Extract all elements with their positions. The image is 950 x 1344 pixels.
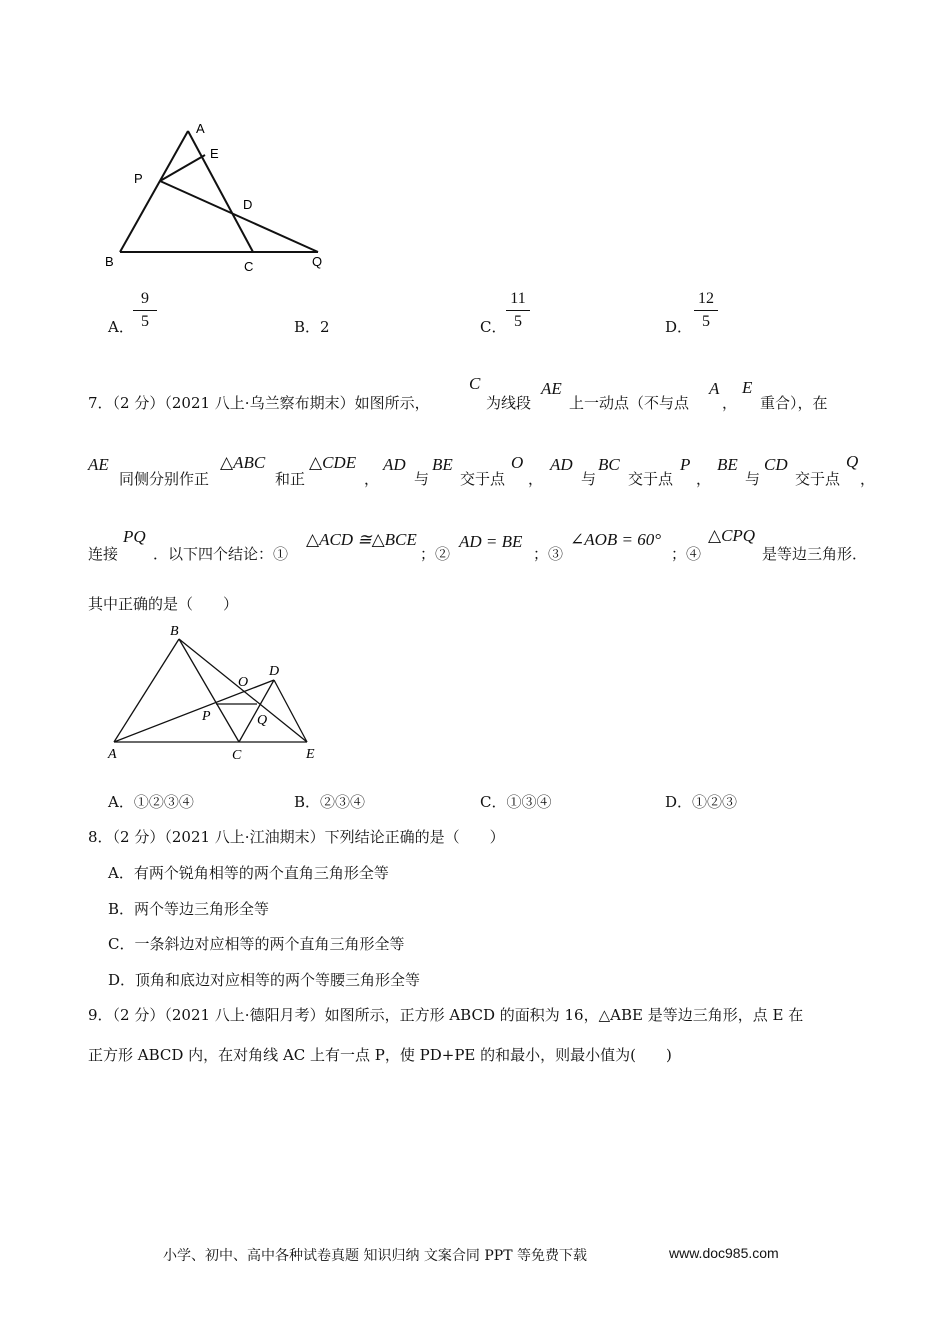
math-A: A: [709, 379, 720, 398]
q6-option-c-fraction: 11 5: [506, 290, 530, 331]
q7-figure: [100, 618, 330, 768]
footer-text: 小学、初中、高中各种试卷真题 知识归纳 文案合同 PPT 等免费下载: [163, 1248, 587, 1264]
q7-text: ；③: [533, 545, 564, 563]
math-P: P: [680, 455, 691, 474]
q6-option-b[interactable]: B．2: [294, 318, 330, 336]
q7-text: ．以下四个结论：①: [153, 545, 289, 563]
q7-text: ，: [528, 470, 544, 488]
math-AD-equals-BE: AD = BE: [459, 532, 523, 551]
point-D-label: D: [243, 197, 253, 212]
q7-text: 和正: [275, 470, 306, 488]
point-E-label: E: [210, 146, 219, 161]
q7-text: 交于点: [460, 470, 506, 488]
q8-option-d[interactable]: D．顶角和底边对应相等的两个等腰三角形全等: [108, 971, 421, 989]
point-P-label: P: [134, 171, 143, 186]
q7-text: 为线段: [486, 394, 532, 412]
q8-option-c[interactable]: C．一条斜边对应相等的两个直角三角形全等: [108, 935, 405, 953]
q7-text: ，: [364, 470, 380, 488]
math-BE: BE: [432, 455, 453, 474]
math-triangle-CDE: △CDE: [309, 453, 357, 472]
q8-option-a[interactable]: A．有两个锐角相等的两个直角三角形全等: [108, 864, 389, 882]
segment-DE: [274, 680, 307, 742]
math-BC: BC: [598, 455, 620, 474]
math-AE: AE: [88, 455, 109, 474]
q9-line1: 9．（2 分）（2021 八上·德阳月考）如图所示，正方形 ABCD 的面积为 16，△ABE 是等边三角形，点 E 在: [88, 1006, 804, 1024]
footer-url[interactable]: www.doc985.com: [669, 1245, 779, 1261]
q7-text: ；②: [420, 545, 451, 563]
math-AD: AD: [383, 455, 406, 474]
point-O-label: O: [238, 675, 249, 690]
q7-text: ；④: [671, 545, 702, 563]
point-P-label: P: [202, 709, 211, 724]
q7-text: 交于点: [628, 470, 674, 488]
q9-line2: 正方形 ABCD 内，在对角线 AC 上有一点 P，使 PD+PE 的和最小，则最小值为( ): [88, 1046, 672, 1064]
segment-AD: [114, 680, 274, 742]
point-C-label: C: [232, 748, 242, 763]
math-CD: CD: [764, 455, 788, 474]
segment-BC: [179, 639, 239, 742]
math-BE: BE: [717, 455, 738, 474]
math-AE: AE: [541, 379, 562, 398]
point-B-label: B: [105, 254, 114, 269]
math-angle-AOB: ∠AOB = 60°: [570, 530, 662, 549]
q8-stem: 8．（2 分）（2021 八上·江油期末）下列结论正确的是（ ）: [88, 828, 505, 846]
q7-line4-text: 其中正确的是（ ）: [88, 595, 239, 613]
point-Q-label: Q: [312, 254, 323, 269]
q6-option-a-fraction: 9 5: [133, 290, 157, 331]
point-E-label: E: [306, 747, 315, 762]
point-B-label: B: [170, 624, 179, 639]
q7-text: ，: [696, 470, 712, 488]
segment-AB: [120, 131, 188, 252]
point-Q-label: Q: [257, 713, 268, 728]
math-AD: AD: [550, 455, 573, 474]
point-D-label: D: [269, 664, 280, 679]
segment-PQ: [160, 181, 318, 252]
q7-text: 与: [414, 470, 430, 488]
q7-text: 同侧分别作正: [119, 470, 210, 488]
q7-text: 交于点: [795, 470, 841, 488]
q7-text: ，: [722, 394, 738, 412]
q6-triangle-figure: [100, 115, 340, 275]
q7-line1-text: 7．（2 分）（2021 八上·乌兰察布期末）如图所示，: [88, 394, 430, 412]
math-E: E: [742, 378, 753, 397]
math-PQ: PQ: [123, 527, 146, 546]
math-Q: Q: [846, 452, 859, 471]
point-A-label: A: [196, 121, 205, 136]
segment-AC: [188, 131, 253, 252]
q6-option-d-label[interactable]: D．: [665, 318, 693, 336]
segment-AB: [114, 639, 179, 742]
q7-option-b[interactable]: B．②③④: [294, 793, 366, 811]
math-triangle-CPQ: △CPQ: [708, 526, 756, 545]
point-A-label: A: [108, 747, 117, 762]
segment-BE: [179, 639, 307, 742]
q7-text: 是等边三角形．: [762, 545, 868, 563]
math-C: C: [469, 374, 481, 393]
q6-option-a-label[interactable]: A．: [108, 318, 134, 336]
q7-text: 重合），在: [760, 394, 828, 412]
q6-option-d-fraction: 12 5: [694, 290, 718, 331]
math-O: O: [511, 453, 524, 472]
q7-text: 与: [745, 470, 761, 488]
q7-text: 与: [581, 470, 597, 488]
q7-text: 上一动点（不与点: [569, 394, 690, 412]
q6-option-c-label[interactable]: C．: [480, 318, 507, 336]
q7-option-a[interactable]: A．①②③④: [108, 793, 194, 811]
point-C-label: C: [244, 259, 254, 274]
q7-text: ，: [860, 470, 876, 488]
q7-text: 连接: [88, 545, 119, 563]
math-congruence: △ACD ≅△BCE: [306, 530, 417, 549]
q7-option-d[interactable]: D．①②③: [665, 793, 738, 811]
math-triangle-ABC: △ABC: [220, 453, 266, 472]
q8-option-b[interactable]: B．两个等边三角形全等: [108, 900, 270, 918]
q7-option-c[interactable]: C．①③④: [480, 793, 552, 811]
